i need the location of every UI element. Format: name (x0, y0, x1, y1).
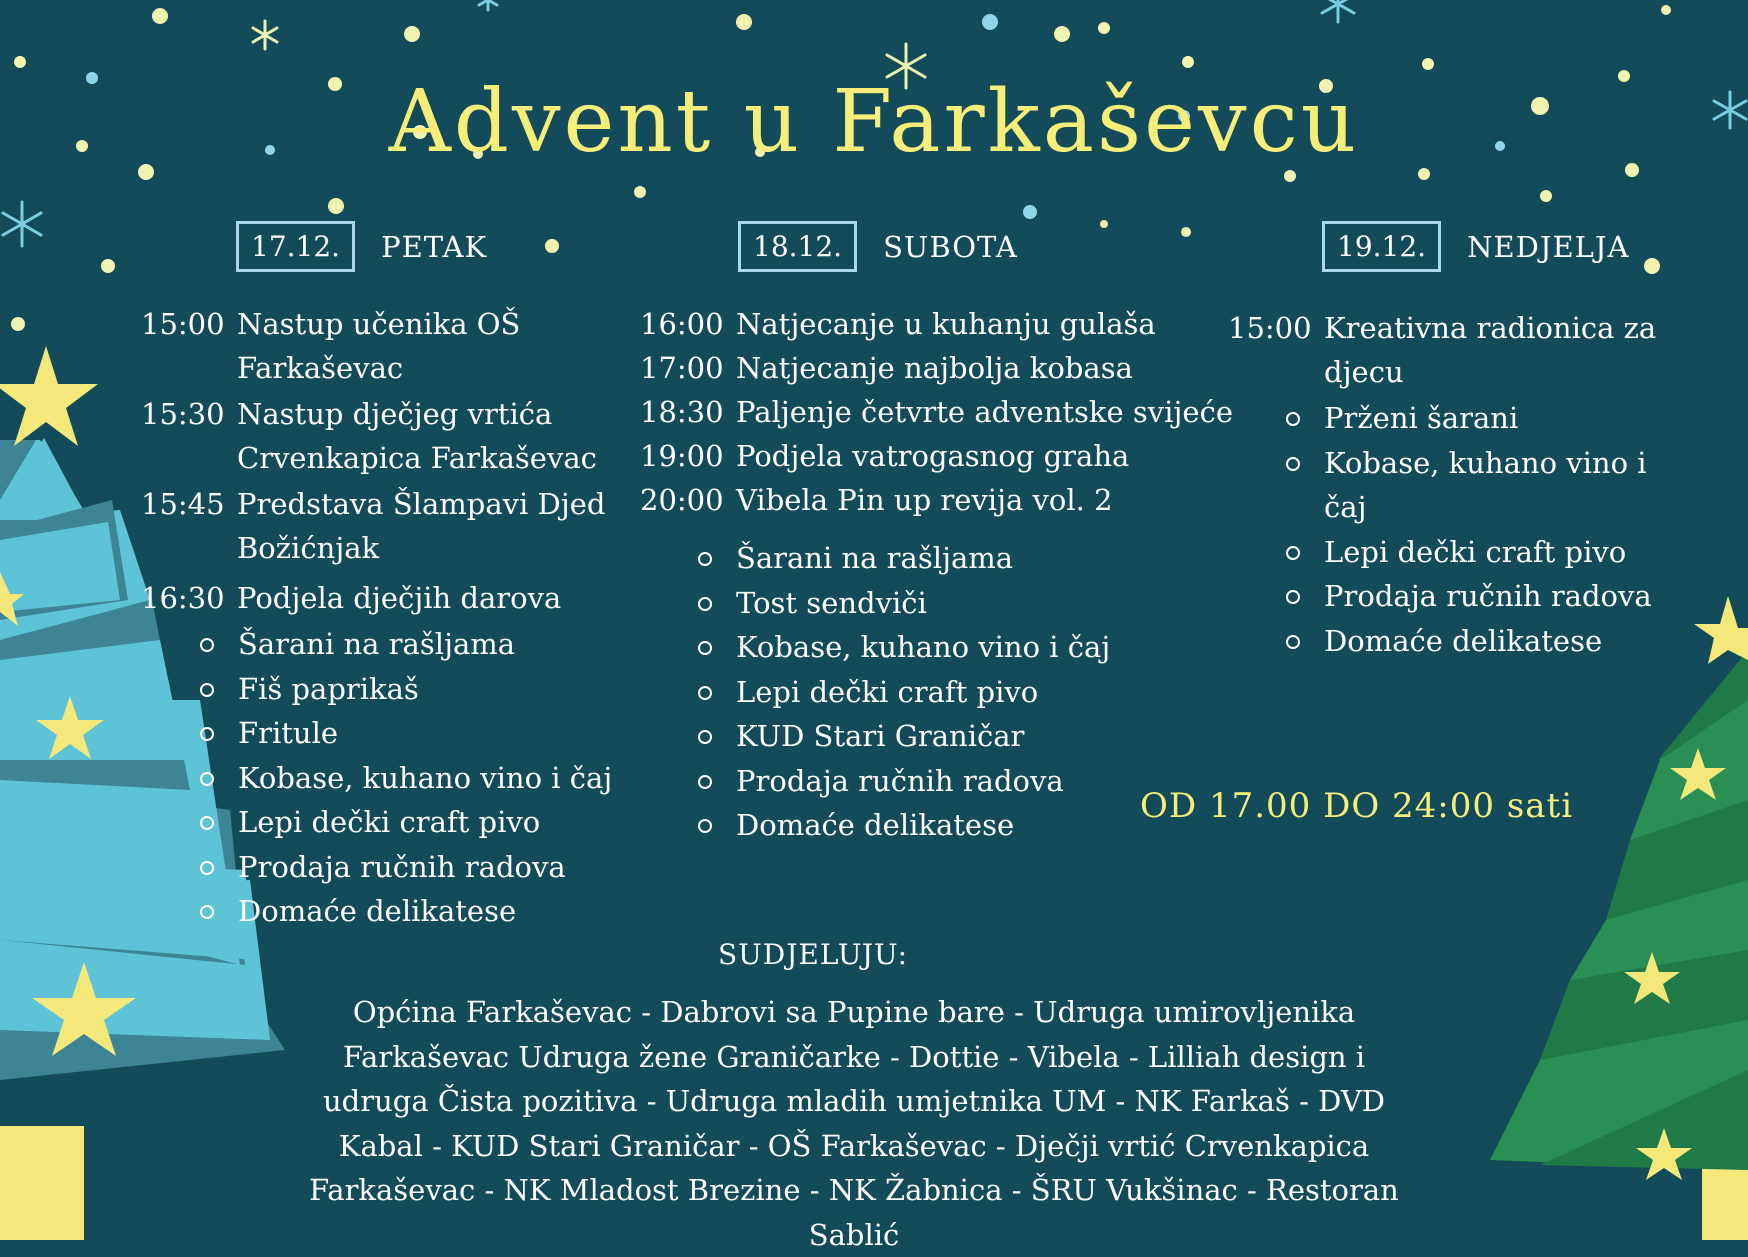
list-item: Fiš paprikaš (200, 667, 641, 712)
event-desc: Vibela Pin up revija vol. 2 (736, 483, 1113, 517)
list-item: Kobase, kuhano vino i čaj (1286, 441, 1698, 530)
list-item: Prženi šarani (1286, 396, 1698, 441)
schedule-sunday (1228, 306, 1698, 663)
event-time: 16:30 (141, 581, 225, 615)
participants-text: Općina Farkaševac - Dabrovi sa Pupine bare - Udruga umirovljenika Farkaševac Udruga žene Graničarke - Dottie - Vibela - Lilliah design i udruga Čista pozitiva - Udruga mladih umjetnika UM - NK Farkaš - DVD Kabal - KUD Stari Graničar - OŠ Farkaševac - Dječji vrtić Crvenkapica Farkaševac - NK Mladost Brezine - NK Žabnica - ŠRU Vukšinac - Restoran Sablić (309, 995, 1399, 1252)
event-desc: Nastup dječjeg vrtića Crvenkapica Farkaševac (237, 397, 597, 475)
event-time: 18:30 (640, 395, 724, 429)
day-name: PETAK (381, 229, 488, 264)
schedule-saturday (640, 302, 1240, 848)
event-desc: Podjela dječjih darova (237, 581, 562, 615)
event-desc: Podjela vatrogasnog graha (736, 439, 1130, 473)
event-time: 15:30 (141, 397, 225, 431)
event-time: 15:00 (141, 307, 225, 341)
event-row (640, 390, 1240, 434)
list-item: KUD Stari Graničar (698, 714, 1240, 759)
list-item: Kobase, kuhano vino i čaj (200, 756, 641, 801)
event-desc: Natjecanje najbolja kobasa (736, 351, 1133, 385)
list-item: Tost sendviči (698, 581, 1240, 626)
day-name: SUBOTA (883, 229, 1018, 264)
date-badge: 18.12. (738, 221, 857, 272)
list-item: Prodaja ručnih radova (200, 845, 641, 890)
list-item: Domaće delikatese (698, 803, 1240, 848)
event-time: 15:45 (141, 487, 225, 521)
date-badge: 19.12. (1322, 221, 1441, 272)
event-time: 17:00 (640, 351, 724, 385)
event-desc: Predstava Šlampavi Djed Božićnjak (237, 487, 606, 565)
day-header-saturday (738, 221, 1018, 272)
schedule-friday (141, 302, 641, 934)
event-row (141, 392, 641, 480)
list-item: Lepi dečki craft pivo (200, 800, 641, 845)
offer-list (1286, 396, 1698, 663)
event-time: 19:00 (640, 439, 724, 473)
event-row (640, 302, 1240, 346)
list-item: Šarani na rašljama (200, 622, 641, 667)
day-name: NEDJELJA (1467, 229, 1630, 264)
list-item: Lepi dečki craft pivo (1286, 530, 1698, 575)
event-row (141, 482, 641, 570)
event-row (141, 302, 641, 390)
event-row (640, 478, 1240, 522)
event-row (141, 576, 641, 620)
offer-list (200, 622, 641, 934)
event-desc: Natjecanje u kuhanju gulaša (736, 307, 1156, 341)
list-item: Šarani na rašljama (698, 536, 1240, 581)
event-time: 16:00 (640, 307, 724, 341)
list-item: Prodaja ručnih radova (1286, 574, 1698, 619)
list-item: Fritule (200, 711, 641, 756)
christmas-tree-right (1490, 596, 1748, 1240)
page-title: Advent u Farkaševcu (388, 72, 1360, 172)
date-badge: 17.12. (236, 221, 355, 272)
list-item: Kobase, kuhano vino i čaj (698, 625, 1240, 670)
event-row (640, 434, 1240, 478)
event-time: 15:00 (1228, 311, 1312, 345)
event-row (640, 346, 1240, 390)
event-time: 20:00 (640, 483, 724, 517)
list-item: Domaće delikatese (1286, 619, 1698, 664)
event-row (1228, 306, 1698, 394)
list-item: Prodaja ručnih radova (698, 759, 1240, 804)
participants-label: SUDJELUJU: (717, 938, 909, 971)
day-header-friday (236, 221, 487, 272)
list-item: Domaće delikatese (200, 889, 641, 934)
event-desc: Paljenje četvrte adventske svijeće (736, 395, 1233, 429)
event-desc: Nastup učenika OŠ Farkaševac (237, 307, 521, 385)
day-header-sunday (1322, 221, 1629, 272)
event-desc: Kreativna radionica za djecu (1324, 311, 1657, 389)
opening-hours: OD 17.00 DO 24:00 sati (1140, 786, 1574, 826)
list-item: Lepi dečki craft pivo (698, 670, 1240, 715)
